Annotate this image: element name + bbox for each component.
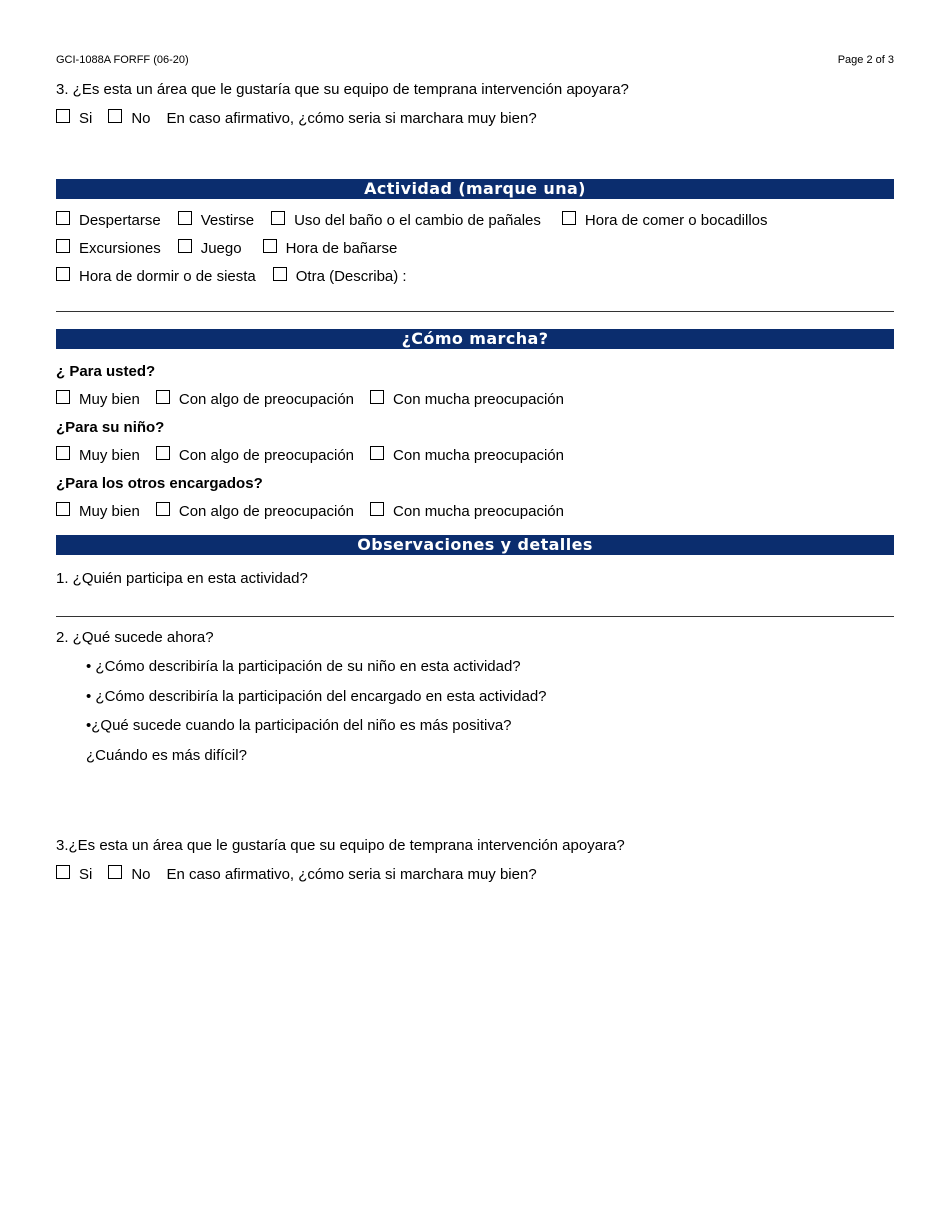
you-very-well-label: Muy bien — [79, 391, 140, 408]
others-very-well-checkbox[interactable] — [56, 502, 70, 516]
activity-outings-checkbox[interactable] — [56, 239, 70, 253]
activity-play-checkbox[interactable] — [178, 239, 192, 253]
how-group-others-label: ¿Para los otros encargados? — [56, 475, 263, 492]
observation-question-1: 1. ¿Quién participa en esta actividad? — [56, 570, 308, 587]
child-very-well-label: Muy bien — [79, 447, 140, 464]
you-some-concern-label: Con algo de preocupación — [178, 391, 355, 408]
activity-wake-checkbox[interactable] — [56, 211, 70, 225]
how-group-others-options — [56, 503, 564, 520]
child-some-concern-label: Con algo de preocupación — [178, 447, 355, 464]
activity-row-2 — [56, 240, 397, 257]
activity-bath-checkbox[interactable] — [263, 239, 277, 253]
activity-sleep-label: Hora de dormir o de siesta — [79, 268, 256, 285]
how-group-you-label: ¿ Para usted? — [56, 363, 156, 380]
obs-q3-followup: En caso afirmativo, ¿cómo seria si marchara muy bien? — [166, 866, 537, 883]
others-much-concern-checkbox[interactable] — [370, 502, 384, 516]
child-much-concern-checkbox[interactable] — [370, 446, 384, 460]
q3-top-followup: En caso afirmativo, ¿cómo seria si marchara muy bien? — [166, 110, 537, 127]
activity-row-3 — [56, 268, 407, 285]
observation-question-3: 3.¿Es esta un área que le gustaría que su equipo de temprana intervención apoyara? — [56, 837, 625, 854]
activity-dress-label: Vestirse — [200, 212, 255, 229]
question-3-top: 3. ¿Es esta un área que le gustaría que su equipo de temprana intervención apoyara? — [56, 81, 629, 98]
observation-q1-answer-line[interactable] — [56, 616, 894, 617]
activity-meal-label: Hora de comer o bocadillos — [584, 212, 768, 229]
how-group-you-options — [56, 391, 564, 408]
activity-other-checkbox[interactable] — [273, 267, 287, 281]
how-section-title: ¿Cómo marcha? — [56, 329, 894, 349]
q3-top-no-label: No — [131, 110, 151, 127]
you-some-concern-checkbox[interactable] — [156, 390, 170, 404]
activity-meal-checkbox[interactable] — [562, 211, 576, 225]
q3-top-yes-checkbox[interactable] — [56, 109, 70, 123]
others-some-concern-label: Con algo de preocupación — [178, 503, 355, 520]
obs-q3-yes-label: Si — [79, 866, 93, 883]
observation-bullet-3: •¿Qué sucede cuando la participación del niño es más positiva? — [86, 717, 512, 734]
how-group-child-label: ¿Para su niño? — [56, 419, 165, 436]
activity-section-title: Actividad (marque una) — [56, 179, 894, 199]
how-group-child-options — [56, 447, 564, 464]
activity-wake-label: Despertarse — [79, 212, 161, 229]
activity-divider — [56, 311, 894, 312]
activity-outings-label: Excursiones — [79, 240, 161, 257]
observation-bullet-4: ¿Cuándo es más difícil? — [86, 747, 247, 764]
q3-top-yes-label: Si — [79, 110, 93, 127]
activity-bath-label: Hora de bañarse — [285, 240, 398, 257]
q3-top-no-checkbox[interactable] — [108, 109, 122, 123]
activity-sleep-checkbox[interactable] — [56, 267, 70, 281]
form-id: GCI-1088A FORFF (06-20) — [56, 54, 189, 66]
others-some-concern-checkbox[interactable] — [156, 502, 170, 516]
others-much-concern-label: Con mucha preocupación — [393, 503, 564, 520]
you-very-well-checkbox[interactable] — [56, 390, 70, 404]
obs-q3-yes-checkbox[interactable] — [56, 865, 70, 879]
observations-section-title: Observaciones y detalles — [56, 535, 894, 555]
q3-top-answer-row — [56, 110, 537, 127]
obs-q3-no-label: No — [131, 866, 151, 883]
activity-row-1 — [56, 212, 768, 229]
observation-q3-answer-row — [56, 866, 537, 883]
child-some-concern-checkbox[interactable] — [156, 446, 170, 460]
child-very-well-checkbox[interactable] — [56, 446, 70, 460]
observation-bullet-2: • ¿Cómo describiría la participación del encargado en esta actividad? — [86, 688, 547, 705]
you-much-concern-checkbox[interactable] — [370, 390, 384, 404]
activity-dress-checkbox[interactable] — [178, 211, 192, 225]
child-much-concern-label: Con mucha preocupación — [393, 447, 564, 464]
obs-q3-no-checkbox[interactable] — [108, 865, 122, 879]
activity-bathroom-checkbox[interactable] — [271, 211, 285, 225]
you-much-concern-label: Con mucha preocupación — [393, 391, 564, 408]
activity-other-label: Otra (Describa) : — [295, 268, 407, 285]
page-number: Page 2 of 3 — [837, 54, 894, 66]
others-very-well-label: Muy bien — [79, 503, 140, 520]
observation-question-2: 2. ¿Qué sucede ahora? — [56, 629, 214, 646]
activity-play-label: Juego — [200, 240, 242, 257]
activity-bathroom-label: Uso del baño o el cambio de pañales — [294, 212, 541, 229]
observation-bullet-1: • ¿Cómo describiría la participación de su niño en esta actividad? — [86, 658, 521, 675]
